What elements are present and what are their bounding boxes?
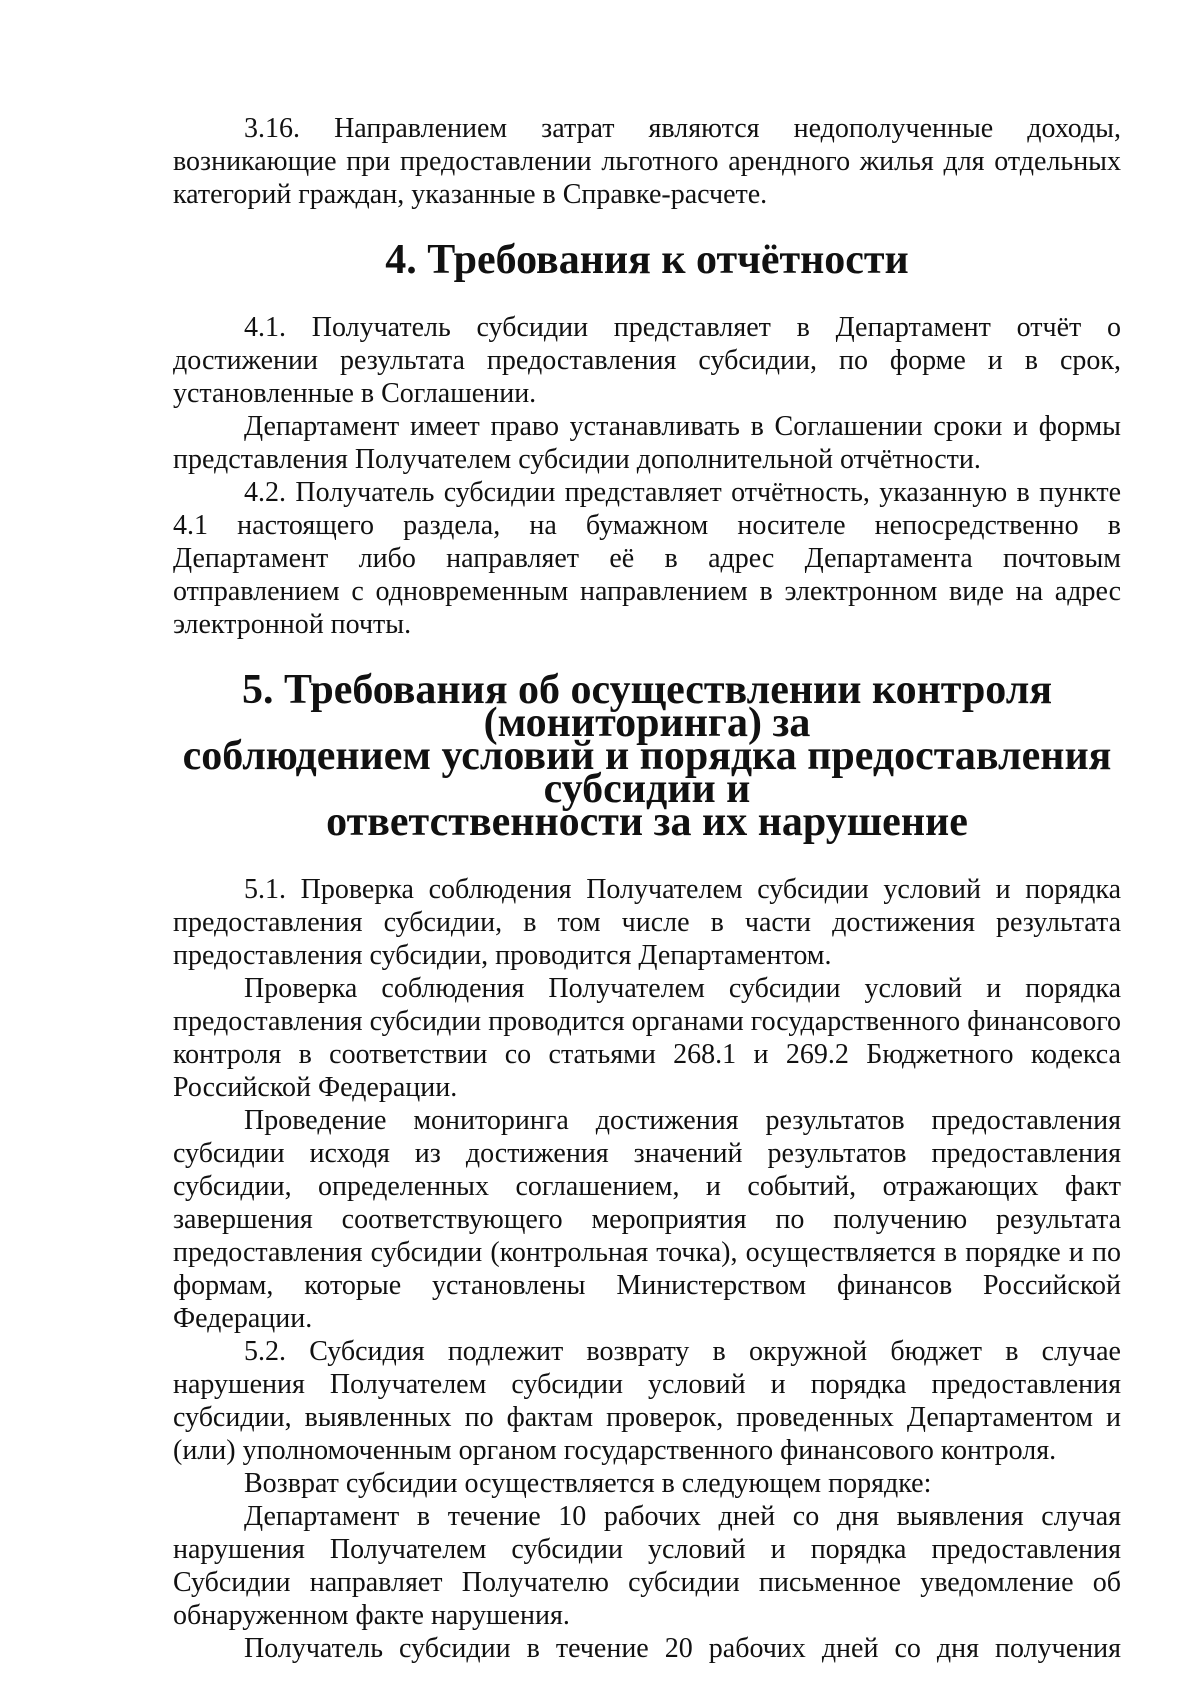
paragraph-5-2-recipient-deadline: Получатель субсидии в течение 20 рабочих дней со дня получения	[244, 1633, 1121, 1664]
paragraph-5-2-return-order: Возврат субсидии осуществляется в следующем порядке:	[244, 1468, 932, 1499]
paragraph-5-2-notification: Департамент в течение 10 рабочих дней со дня выявления случая нарушения Получателем субсидии условий и порядка предоставления Субсидии направляет Получателю субсидии письменное уведомление об обнаруженном факте нарушения.	[173, 1501, 1121, 1631]
paragraph-5-1-state-control: Проверка соблюдения Получателем субсидии условий и порядка предоставления субсидии проводится органами государственного финансового контроля в соответствии со статьями 268.1 и 269.2 Бюджетного кодекса Российской Федерации.	[173, 973, 1121, 1103]
section-5-title-line-1: 5. Требования об осуществлении контроля (мониторинга) за	[241, 667, 1053, 746]
paragraph-5-1-monitoring: Проведение мониторинга достижения результатов предоставления субсидии исходя из достижения значений результатов предоставления субсидии, определенных соглашением, и событий, отражающих факт завершения соответствующего мероприятия по получению результата предоставления субсидии (контрольная точка), осуществляется в порядке и по формам, которые установлены Министерством финансов Российской Федерации.	[173, 1105, 1121, 1334]
paragraph-4-1-continuation: Департамент имеет право устанавливать в Соглашении сроки и формы представления Получателем субсидии дополнительной отчётности.	[173, 411, 1121, 475]
section-5-title	[173, 667, 1121, 845]
paragraph-4-2: 4.2. Получатель субсидии представляет отчётность, указанную в пункте 4.1 настоящего раздела, на бумажном носителе непосредственно в Департамент либо направляет её в адрес Департамента почтовым отправлением с одновременным направлением в электронном виде на адрес электронной почты.	[173, 477, 1121, 640]
document-page	[173, 112, 1121, 1665]
paragraph-5-1: 5.1. Проверка соблюдения Получателем субсидии условий и порядка предоставления субсидии, в том числе в части достижения результата предоставления субсидии, проводится Департаментом.	[173, 874, 1121, 971]
section-4-title: 4. Требования к отчётности	[385, 237, 909, 283]
section-5-title-line-3: ответственности за их нарушение	[326, 799, 968, 845]
paragraph-4-1: 4.1. Получатель субсидии представляет в Департамент отчёт о достижении результата предоставления субсидии, по форме и в срок, установленные в Соглашении.	[173, 312, 1121, 409]
paragraph-3-16: 3.16. Направлением затрат являются недополученные доходы, возникающие при предоставлении льготного арендного жилья для отдельных категорий граждан, указанные в Справке-расчете.	[173, 113, 1121, 210]
paragraph-5-2: 5.2. Субсидия подлежит возврату в окружной бюджет в случае нарушения Получателем субсидии условий и порядка предоставления субсидии, выявленных по фактам проверок, проведенных Департаментом и (или) уполномоченным органом государственного финансового контроля.	[173, 1336, 1121, 1466]
section-5-title-line-2: соблюдением условий и порядка предоставления субсидии и	[182, 733, 1112, 812]
